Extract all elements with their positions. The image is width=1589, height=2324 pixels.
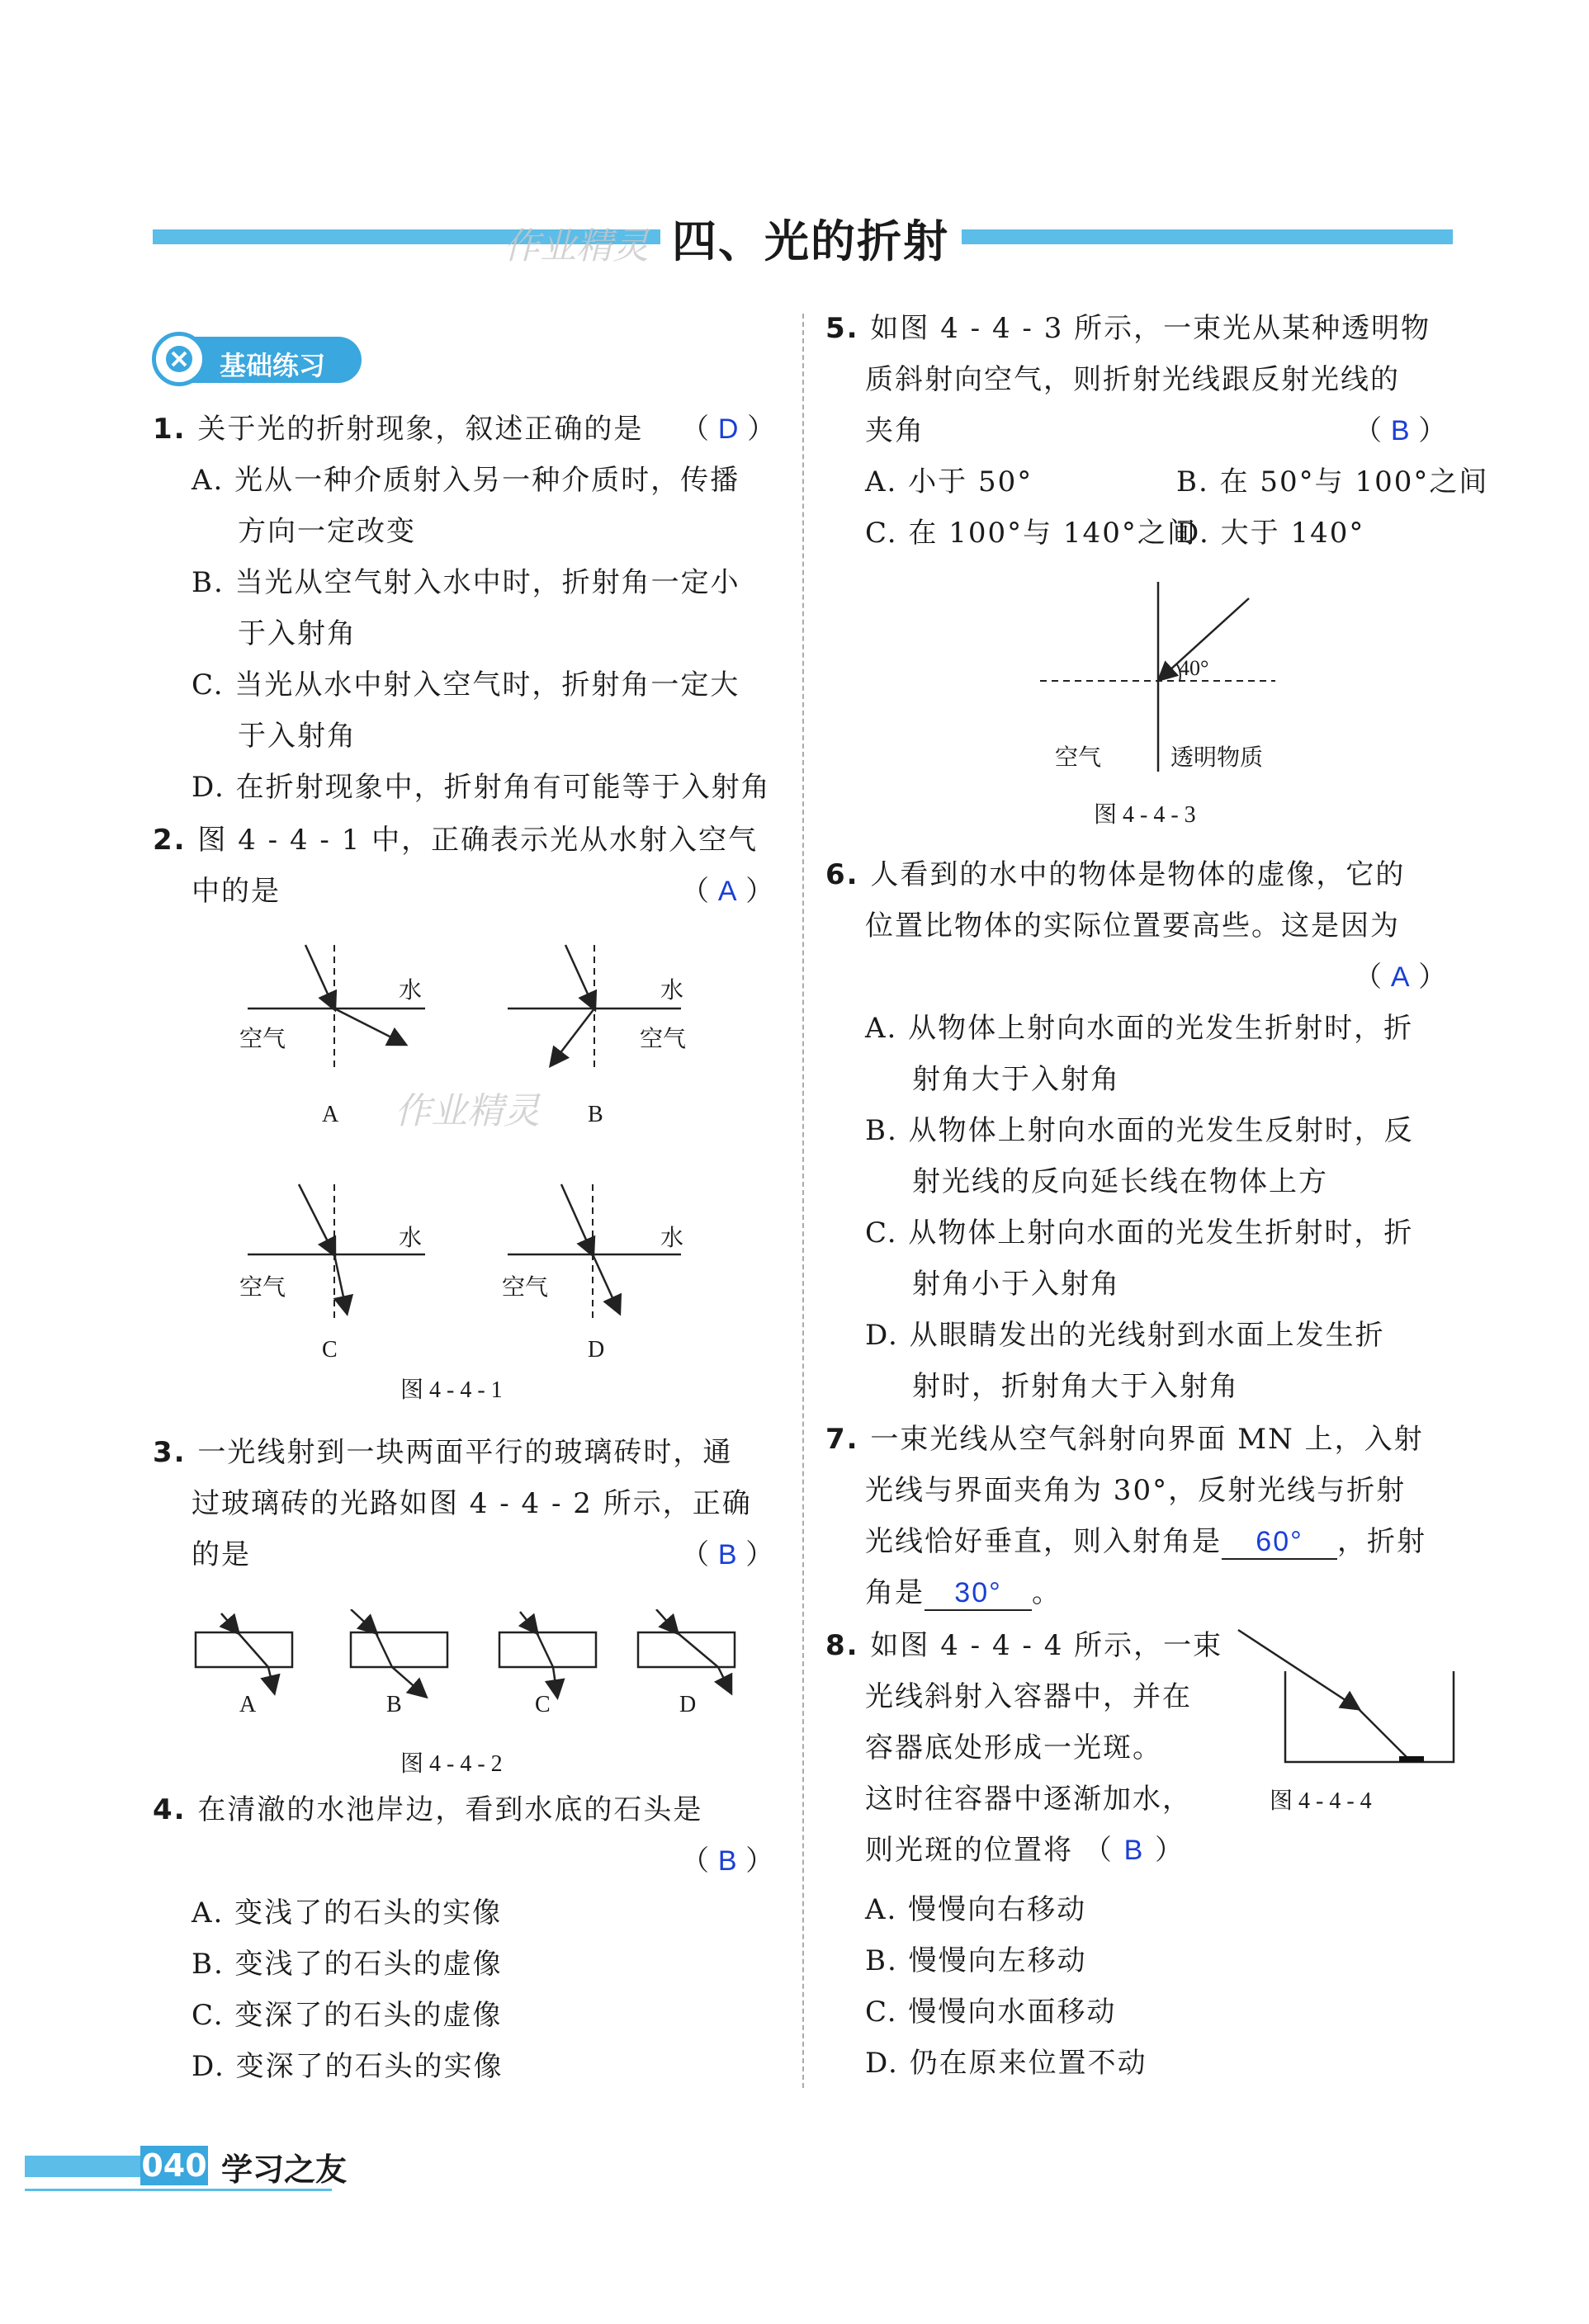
fig441-air-d: 空气 xyxy=(502,1275,549,1301)
q5-option-c: C. 在 100°与 140°之间 xyxy=(865,517,1197,550)
fig441-air-c: 空气 xyxy=(239,1275,286,1301)
q6-stem-1: 6. 人看到的水中的物体是物体的虚像，它的 xyxy=(825,858,1406,891)
q2-stem-2: 中的是 xyxy=(192,875,281,908)
fig441-air-b: 空气 xyxy=(640,1027,687,1052)
q8-option-c: C. 慢慢向水面移动 xyxy=(865,1996,1117,2029)
figure-4-4-1 xyxy=(223,928,702,1399)
q5-option-b: B. 在 50°与 100°之间 xyxy=(1176,465,1489,498)
watermark-figure: 作业精灵 xyxy=(395,1090,540,1132)
fig441-label-b: B xyxy=(588,1102,603,1127)
figure-4-4-2-c xyxy=(499,1612,596,1696)
q5-stem-1: 5. 如图 4 - 4 - 3 所示，一束光从某种透明物 xyxy=(825,312,1431,345)
fig442-label-b: B xyxy=(386,1692,402,1717)
q6-option-b-2: 射光线的反向延长线在物体上方 xyxy=(912,1165,1328,1198)
q1-option-b-1: B. 当光从空气射入水中时，折射角一定小 xyxy=(192,566,740,599)
q1-option-a-1: A. 光从一种介质射入另一种介质时，传播 xyxy=(192,464,740,497)
q1-answer: （ D ） xyxy=(681,413,776,446)
q5-option-a: A. 小于 50° xyxy=(865,465,1033,498)
q7-stem-3: 光线恰好垂直，则入射角是 60° ，折射 xyxy=(865,1525,1426,1558)
q6-option-a-2: 射角大于入射角 xyxy=(912,1063,1120,1096)
footer-brand: 学习之友 xyxy=(221,2152,348,2188)
q2-stem-1: 2. 图 4 - 4 - 1 中，正确表示光从水射入空气 xyxy=(153,824,759,857)
q7-stem-2: 光线与界面夹角为 30°，反射光线与折射 xyxy=(865,1474,1407,1507)
q8-stem-5: 则光斑的位置将 （ B ） xyxy=(865,1834,1185,1867)
q1-option-b-2: 于入射角 xyxy=(238,617,357,650)
q5-stem-2: 质斜射向空气，则折射光线跟反射光线的 xyxy=(865,363,1400,396)
q6-option-c-1: C. 从物体上射向水面的光发生折射时，折 xyxy=(865,1216,1414,1249)
q4-option-d: D. 变深了的石头的实像 xyxy=(192,2050,504,2083)
q1-option-d-1: D. 在折射现象中，折射角有可能等于入射角 xyxy=(192,771,771,804)
fig444-caption: 图 4 - 4 - 4 xyxy=(1270,1788,1372,1814)
column-divider xyxy=(802,314,804,2088)
q3-stem-2: 过玻璃砖的光路如图 4 - 4 - 2 所示，正确 xyxy=(192,1487,752,1520)
fig441-water-c: 水 xyxy=(399,1226,423,1251)
q5-stem-3: 夹角 xyxy=(865,414,925,447)
fig442-label-c: C xyxy=(535,1692,551,1717)
footer-bar xyxy=(25,2156,140,2177)
fig443-angle: 40° xyxy=(1179,656,1209,680)
q4-option-b: B. 变浅了的石头的虚像 xyxy=(192,1948,503,1981)
q6-option-a-1: A. 从物体上射向水面的光发生折射时，折 xyxy=(865,1012,1414,1045)
fig441-label-a: A xyxy=(322,1102,339,1127)
section-badge-label: 基础练习 xyxy=(220,350,326,381)
q7-stem-4: 角是 30° 。 xyxy=(865,1576,1062,1609)
q6-option-d-2: 射时，折射角大于入射角 xyxy=(912,1370,1239,1403)
fig441-label-c: C xyxy=(322,1337,338,1363)
q3-answer: （ B ） xyxy=(681,1538,774,1571)
fig441-water-d: 水 xyxy=(660,1226,684,1251)
q7-stem-1: 7. 一束光线从空气斜射向界面 MN 上，入射 xyxy=(825,1423,1424,1456)
fig442-label-d: D xyxy=(679,1692,697,1717)
q6-stem-2: 位置比物体的实际位置要高些。这是因为 xyxy=(865,909,1400,942)
q2-answer: （ A ） xyxy=(681,875,774,908)
q5-option-d: D. 大于 140° xyxy=(1176,517,1365,550)
fig441-label-d: D xyxy=(588,1337,605,1363)
q8-option-b: B. 慢慢向左移动 xyxy=(865,1944,1087,1977)
q8-stem-2: 光线斜射入容器中，并在 xyxy=(865,1680,1192,1713)
fig441-water-a: 水 xyxy=(399,978,423,1004)
fig441-caption: 图 4 - 4 - 1 xyxy=(400,1377,503,1403)
q1-stem: 1. 关于光的折射现象，叙述正确的是 xyxy=(153,413,644,446)
q4-answer: （ B ） xyxy=(681,1845,774,1878)
q1-option-c-1: C. 当光从水中射入空气时，折射角一定大 xyxy=(192,668,740,701)
q6-option-b-1: B. 从物体上射向水面的光发生反射时，反 xyxy=(865,1114,1414,1147)
figure-4-4-4 xyxy=(1234,1626,1465,1770)
figure-4-4-2 xyxy=(190,1609,751,1725)
q6-option-c-2: 射角小于入射角 xyxy=(912,1268,1120,1301)
q6-answer: （ A ） xyxy=(1354,961,1447,994)
fig443-medium: 透明物质 xyxy=(1170,745,1264,771)
q8-answer: B xyxy=(1123,1835,1145,1866)
fig441-air-a: 空气 xyxy=(239,1027,286,1052)
q3-stem-1: 3. 一光线射到一块两面平行的玻璃砖时，通 xyxy=(153,1436,733,1469)
page-title: 四、光的折射 xyxy=(660,206,961,270)
q6-option-d-1: D. 从眼睛发出的光线射到水面上发生折 xyxy=(865,1319,1385,1352)
q4-option-c: C. 变深了的石头的虚像 xyxy=(192,1999,503,2032)
q5-answer: （ B ） xyxy=(1354,414,1447,447)
q8-stem-4: 这时往容器中逐渐加水， xyxy=(865,1783,1192,1816)
watermark-title: 作业精灵 xyxy=(504,225,649,267)
q8-option-d: D. 仍在原来位置不动 xyxy=(865,2047,1147,2080)
page-number: 040 xyxy=(141,2147,207,2184)
q7-blank-2: 30° xyxy=(925,1576,1032,1611)
q8-stem-1: 8. 如图 4 - 4 - 4 所示，一束 xyxy=(825,1629,1223,1662)
section-badge xyxy=(155,337,362,383)
q3-stem-3: 的是 xyxy=(192,1538,251,1571)
figure-4-4-2-a xyxy=(196,1613,292,1692)
q4-stem: 4. 在清澈的水池岸边，看到水底的石头是 xyxy=(153,1793,703,1826)
fig441-water-b: 水 xyxy=(660,978,684,1004)
footer-line xyxy=(25,2189,332,2191)
fig442-caption: 图 4 - 4 - 2 xyxy=(400,1751,503,1777)
q1-option-c-2: 于入射角 xyxy=(238,720,357,753)
figure-4-4-2-b xyxy=(351,1609,447,1696)
q8-option-a: A. 慢慢向右移动 xyxy=(865,1893,1087,1926)
fig442-label-a: A xyxy=(239,1692,257,1717)
figure-4-4-2-d xyxy=(638,1609,735,1692)
q8-stem-3: 容器底处形成一光斑。 xyxy=(865,1731,1162,1764)
fig443-air: 空气 xyxy=(1055,745,1102,771)
q1-option-a-2: 方向一定改变 xyxy=(238,515,416,548)
title-bar-right xyxy=(962,229,1453,244)
fig443-caption: 图 4 - 4 - 3 xyxy=(1094,802,1196,828)
practice-icon xyxy=(152,332,206,386)
q4-option-a: A. 变浅了的石头的实像 xyxy=(192,1897,503,1930)
q7-blank-1: 60° xyxy=(1222,1525,1337,1560)
